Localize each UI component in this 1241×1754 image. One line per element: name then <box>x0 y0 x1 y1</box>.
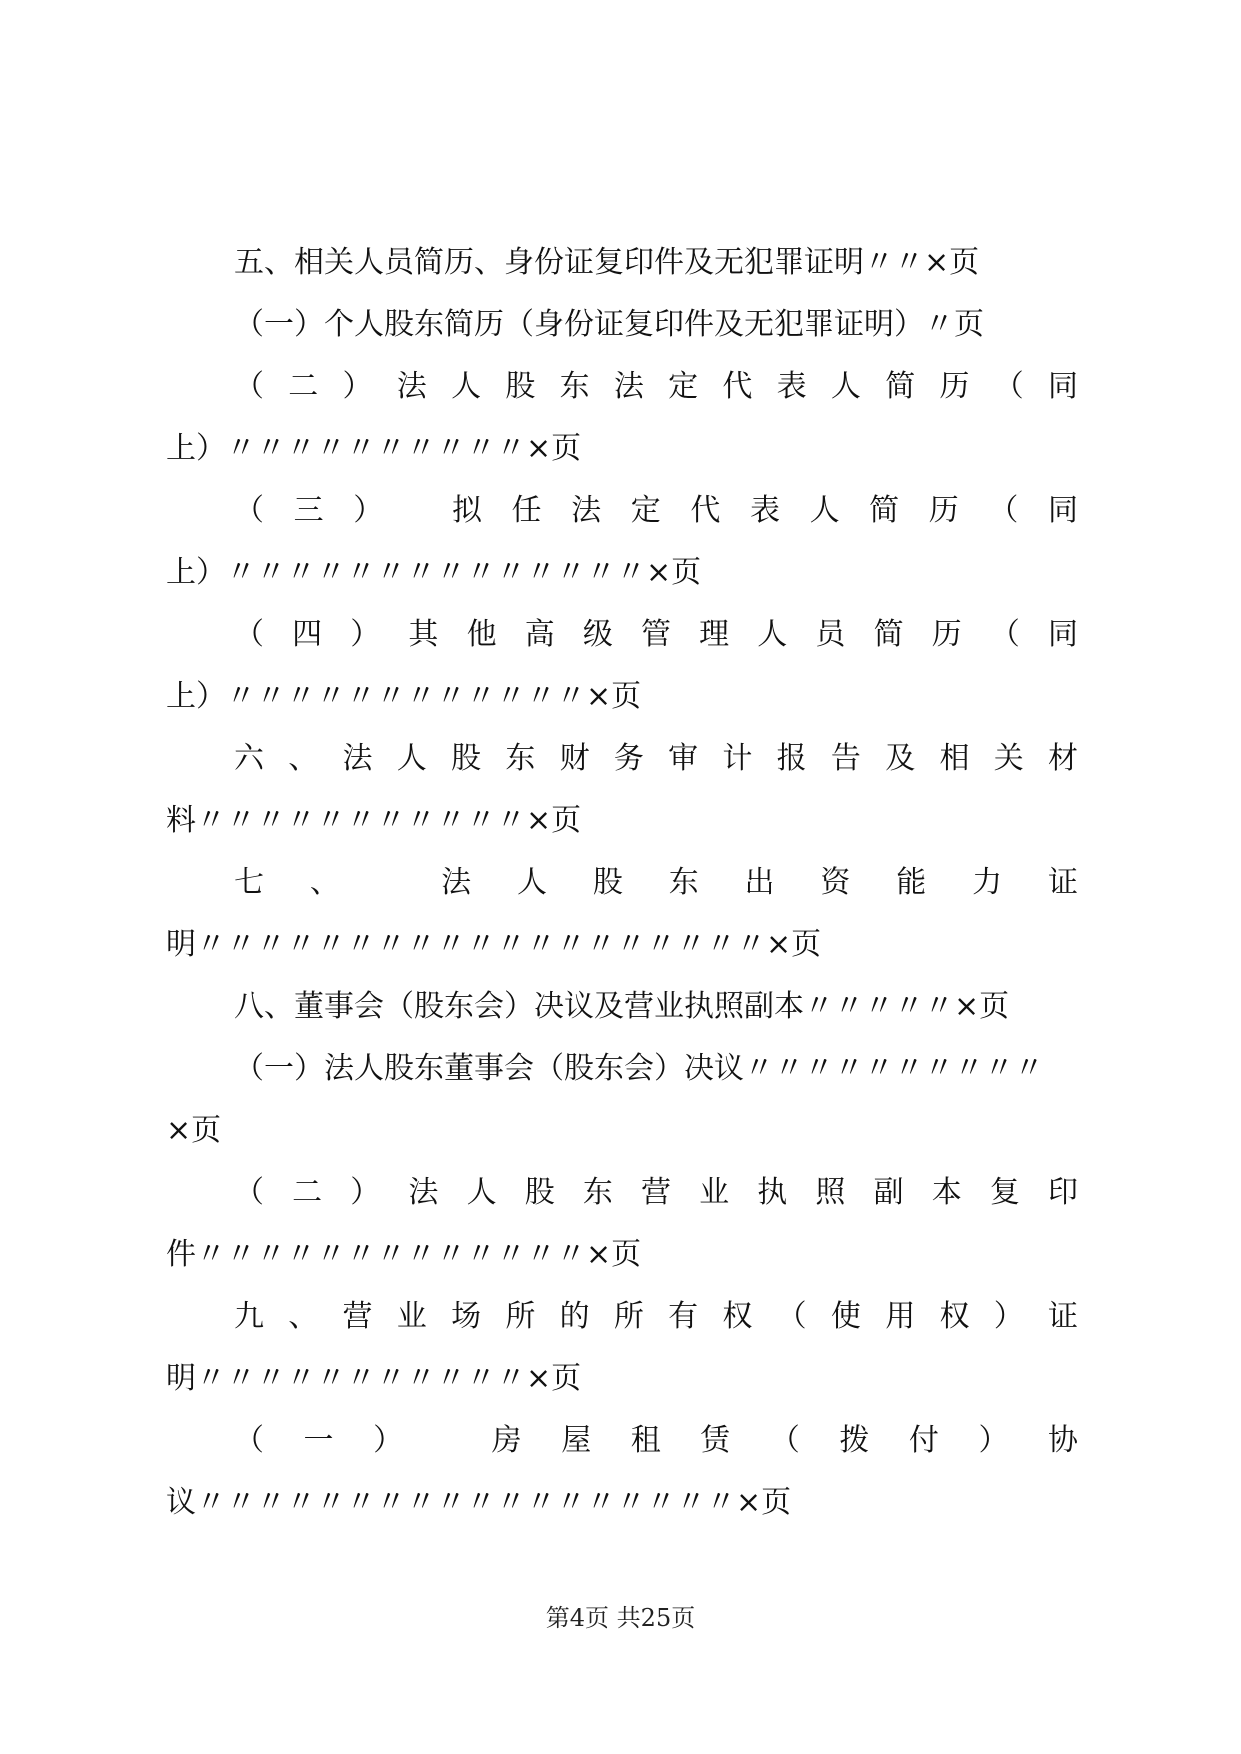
toc-line: ×页 <box>166 1113 222 1148</box>
toc-line: 上）〃〃〃〃〃〃〃〃〃〃〃〃〃〃×页 <box>166 555 702 590</box>
toc-line: 料〃〃〃〃〃〃〃〃〃〃〃×页 <box>166 803 582 838</box>
toc-line: 明〃〃〃〃〃〃〃〃〃〃〃×页 <box>166 1361 582 1396</box>
toc-line: （三） 拟任法定代表人简历（同 <box>234 493 1078 528</box>
toc-line: （二）法人股东法定代表人简历（同 <box>234 369 1078 404</box>
toc-line: 明〃〃〃〃〃〃〃〃〃〃〃〃〃〃〃〃〃〃〃×页 <box>166 927 822 962</box>
toc-line: （四）其他高级管理人员简历（同 <box>234 617 1078 652</box>
toc-line: 五、相关人员简历、身份证复印件及无犯罪证明〃〃×页 <box>234 245 980 280</box>
toc-line: （一） 房屋租赁（拨付）协 <box>234 1423 1078 1458</box>
toc-line: 九、营业场所的所有权（使用权）证 <box>234 1299 1078 1334</box>
toc-line: （二）法人股东营业执照副本复印 <box>234 1175 1078 1210</box>
toc-line: 六、法人股东财务审计报告及相关材 <box>234 741 1078 776</box>
toc-line: 件〃〃〃〃〃〃〃〃〃〃〃〃〃×页 <box>166 1237 642 1272</box>
toc-line: （一）法人股东董事会（股东会）决议〃〃〃〃〃〃〃〃〃〃 <box>234 1051 1044 1086</box>
toc-line: 上）〃〃〃〃〃〃〃〃〃〃〃〃×页 <box>166 679 642 714</box>
toc-line: 上）〃〃〃〃〃〃〃〃〃〃×页 <box>166 431 582 466</box>
toc-line: （一）个人股东简历（身份证复印件及无犯罪证明）〃页 <box>234 307 984 342</box>
toc-line: 七、 法人股东出资能力证 <box>234 865 1078 900</box>
page-footer: 第4页 共25页 <box>545 1604 696 1632</box>
document-body <box>166 232 1078 1534</box>
toc-line: 议〃〃〃〃〃〃〃〃〃〃〃〃〃〃〃〃〃〃×页 <box>166 1485 792 1520</box>
toc-line: 八、董事会（股东会）决议及营业执照副本〃〃〃〃〃×页 <box>234 989 1010 1024</box>
